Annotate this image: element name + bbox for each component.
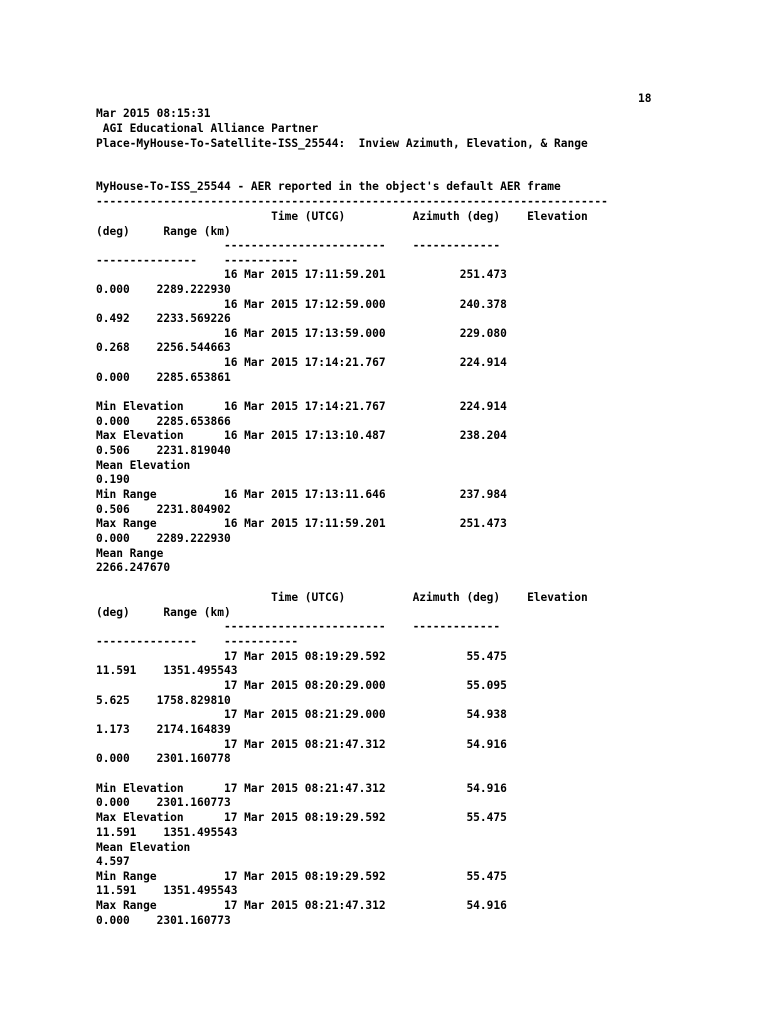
report-title: Place-MyHouse-To-Satellite-ISS_25544: Inview Azimuth, Elevation, & Range <box>96 137 588 150</box>
column-header: Time (UTCG) Azimuth (deg) Elevation <box>96 591 588 604</box>
column-dashes: --------------- ----------- <box>96 254 299 267</box>
stat-values: 0.000 2289.222930 <box>96 532 231 545</box>
data-row-values: 0.000 2285.653861 <box>96 371 231 384</box>
stat-values: 0.000 2301.160773 <box>96 914 231 927</box>
data-row-time: 16 Mar 2015 17:13:59.000 229.080 <box>96 327 507 340</box>
data-row-time: 17 Mar 2015 08:19:29.592 55.475 <box>96 650 507 663</box>
stat-values: 0.506 2231.819040 <box>96 444 231 457</box>
data-row-values: 11.591 1351.495543 <box>96 664 238 677</box>
data-row-values: 5.625 1758.829810 <box>96 694 231 707</box>
column-header: Time (UTCG) Azimuth (deg) Elevation <box>96 210 588 223</box>
stat-values: 0.190 <box>96 473 130 486</box>
data-row-values: 0.492 2233.569226 <box>96 312 231 325</box>
section-rule: ---------------------------------------------------------------------------- <box>96 195 608 208</box>
data-row-values: 0.000 2301.160778 <box>96 752 231 765</box>
stat-values: 4.597 <box>96 855 130 868</box>
data-row-time: 17 Mar 2015 08:20:29.000 55.095 <box>96 679 507 692</box>
data-row-values: 0.000 2289.222930 <box>96 283 231 296</box>
stat-label: Mean Elevation <box>96 841 191 854</box>
data-row-time: 16 Mar 2015 17:12:59.000 240.378 <box>96 298 507 311</box>
column-dashes: ------------------------ ------------- <box>96 239 501 252</box>
stat-label: Min Elevation 17 Mar 2015 08:21:47.312 54.916 <box>96 782 507 795</box>
page-number: 18 <box>638 92 652 105</box>
column-dashes: ------------------------ ------------- <box>96 620 501 633</box>
data-row-values: 1.173 2174.164839 <box>96 723 231 736</box>
data-row-time: 16 Mar 2015 17:14:21.767 224.914 <box>96 356 507 369</box>
report-datetime: Mar 2015 08:15:31 <box>96 107 211 120</box>
data-row-time: 17 Mar 2015 08:21:47.312 54.916 <box>96 738 507 751</box>
stat-label: Mean Elevation <box>96 459 191 472</box>
stat-values: 11.591 1351.495543 <box>96 884 238 897</box>
stat-label: Mean Range <box>96 547 164 560</box>
column-header-units: (deg) Range (km) <box>96 225 231 238</box>
column-header-units: (deg) Range (km) <box>96 606 231 619</box>
stat-label: Max Elevation 17 Mar 2015 08:19:29.592 55.475 <box>96 811 507 824</box>
stat-values: 11.591 1351.495543 <box>96 826 238 839</box>
data-row-time: 16 Mar 2015 17:11:59.201 251.473 <box>96 268 507 281</box>
stat-values: 0.506 2231.804902 <box>96 503 231 516</box>
org-name: AGI Educational Alliance Partner <box>96 122 319 135</box>
stat-values: 0.000 2301.160773 <box>96 796 231 809</box>
stat-values: 2266.247670 <box>96 561 171 574</box>
stat-label: Max Range 16 Mar 2015 17:11:59.201 251.473 <box>96 517 507 530</box>
stat-label: Min Range 17 Mar 2015 08:19:29.592 55.475 <box>96 870 507 883</box>
data-row-values: 0.268 2256.544663 <box>96 341 231 354</box>
stat-label: Max Range 17 Mar 2015 08:21:47.312 54.916 <box>96 899 507 912</box>
data-row-time: 17 Mar 2015 08:21:29.000 54.938 <box>96 708 507 721</box>
stat-label: Min Range 16 Mar 2015 17:13:11.646 237.984 <box>96 488 507 501</box>
column-dashes: --------------- ----------- <box>96 635 299 648</box>
stat-values: 0.000 2285.653866 <box>96 415 231 428</box>
stat-label: Max Elevation 16 Mar 2015 17:13:10.487 238.204 <box>96 429 507 442</box>
stat-label: Min Elevation 16 Mar 2015 17:14:21.767 224.914 <box>96 400 507 413</box>
section-heading: MyHouse-To-ISS_25544 - AER reported in the object's default AER frame <box>96 180 561 193</box>
